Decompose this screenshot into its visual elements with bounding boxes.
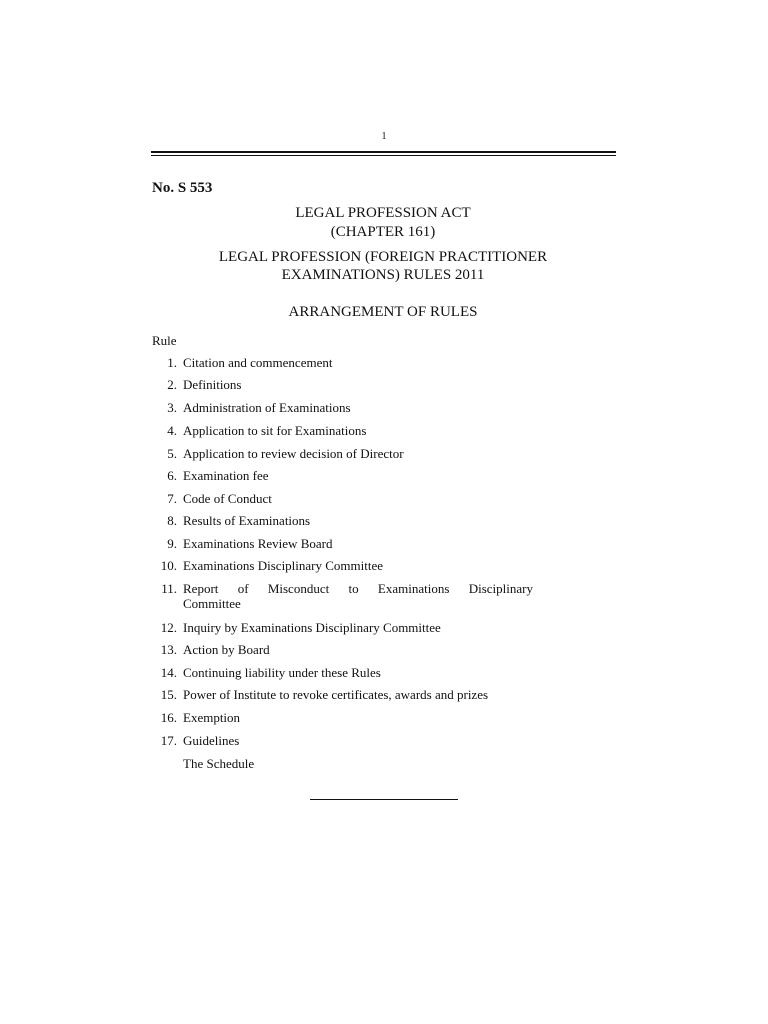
toc-item-label: Code of Conduct [183, 491, 272, 506]
toc-item-number: 8. [167, 513, 177, 528]
toc-item-label: Examinations Disciplinary Committee [183, 558, 384, 573]
toc-item-label: Guidelines [183, 733, 240, 748]
end-rule [310, 799, 458, 800]
toc-item-label: Inquiry by Examinations Disciplinary Committee [183, 620, 441, 635]
toc-item-number: 16. [160, 710, 177, 725]
toc-item-label: Continuing liability under these Rules [183, 665, 381, 680]
toc-item-number: 2. [167, 377, 177, 392]
toc-item-number: 6. [167, 468, 177, 483]
header-rule-thick [151, 151, 616, 153]
toc-item-label: Examinations Review Board [183, 536, 333, 551]
toc-item-label: Application to sit for Examinations [183, 423, 367, 438]
toc-item-number: 17. [160, 733, 177, 748]
schedule-label: The Schedule [183, 756, 255, 771]
toc-item-number: 11. [161, 581, 177, 596]
toc-item-label: Action by Board [183, 642, 270, 657]
toc-item-label: Application to review decision of Director [183, 446, 404, 461]
toc-item-label: Examination fee [183, 468, 269, 483]
toc-item-label: Exemption [183, 710, 241, 725]
toc-item-number: 13. [160, 642, 177, 657]
header-rule-thin [151, 155, 616, 156]
notification-number: No. S 553 [152, 180, 213, 196]
toc-item-label: Administration of Examinations [183, 400, 351, 415]
chapter-reference: (CHAPTER 161) [330, 224, 436, 240]
toc-item-label: Report of Misconduct to Examinations Disciplinary [183, 581, 533, 596]
toc-item-label: Results of Examinations [183, 513, 311, 528]
toc-item-number: 9. [167, 536, 177, 551]
toc-item-label-continuation: Committee [183, 596, 241, 611]
toc-item-number: 10. [160, 558, 177, 573]
toc-item-label: Citation and commencement [183, 355, 333, 370]
toc-item-number: 3. [167, 400, 177, 415]
page-number: 1 [381, 131, 387, 142]
act-title: LEGAL PROFESSION ACT [295, 205, 471, 221]
toc-item-number: 5. [167, 446, 177, 461]
rules-title-line-1: LEGAL PROFESSION (FOREIGN PRACTITIONER [218, 249, 548, 265]
rule-column-caption: Rule [152, 333, 177, 348]
toc-item-label: Definitions [183, 377, 242, 392]
toc-item-number: 4. [167, 423, 177, 438]
toc-item-number: 1. [167, 355, 177, 370]
toc-item-number: 7. [167, 491, 177, 506]
toc-item-label: Power of Institute to revoke certificates, awards and prizes [183, 687, 489, 702]
arrangement-heading: ARRANGEMENT OF RULES [288, 304, 478, 320]
toc-item-number: 14. [160, 665, 177, 680]
rules-title-line-2: EXAMINATIONS) RULES 2011 [281, 267, 485, 283]
toc-item-number: 12. [160, 620, 177, 635]
toc-item [145, 581, 535, 613]
toc-item-number: 15. [160, 687, 177, 702]
